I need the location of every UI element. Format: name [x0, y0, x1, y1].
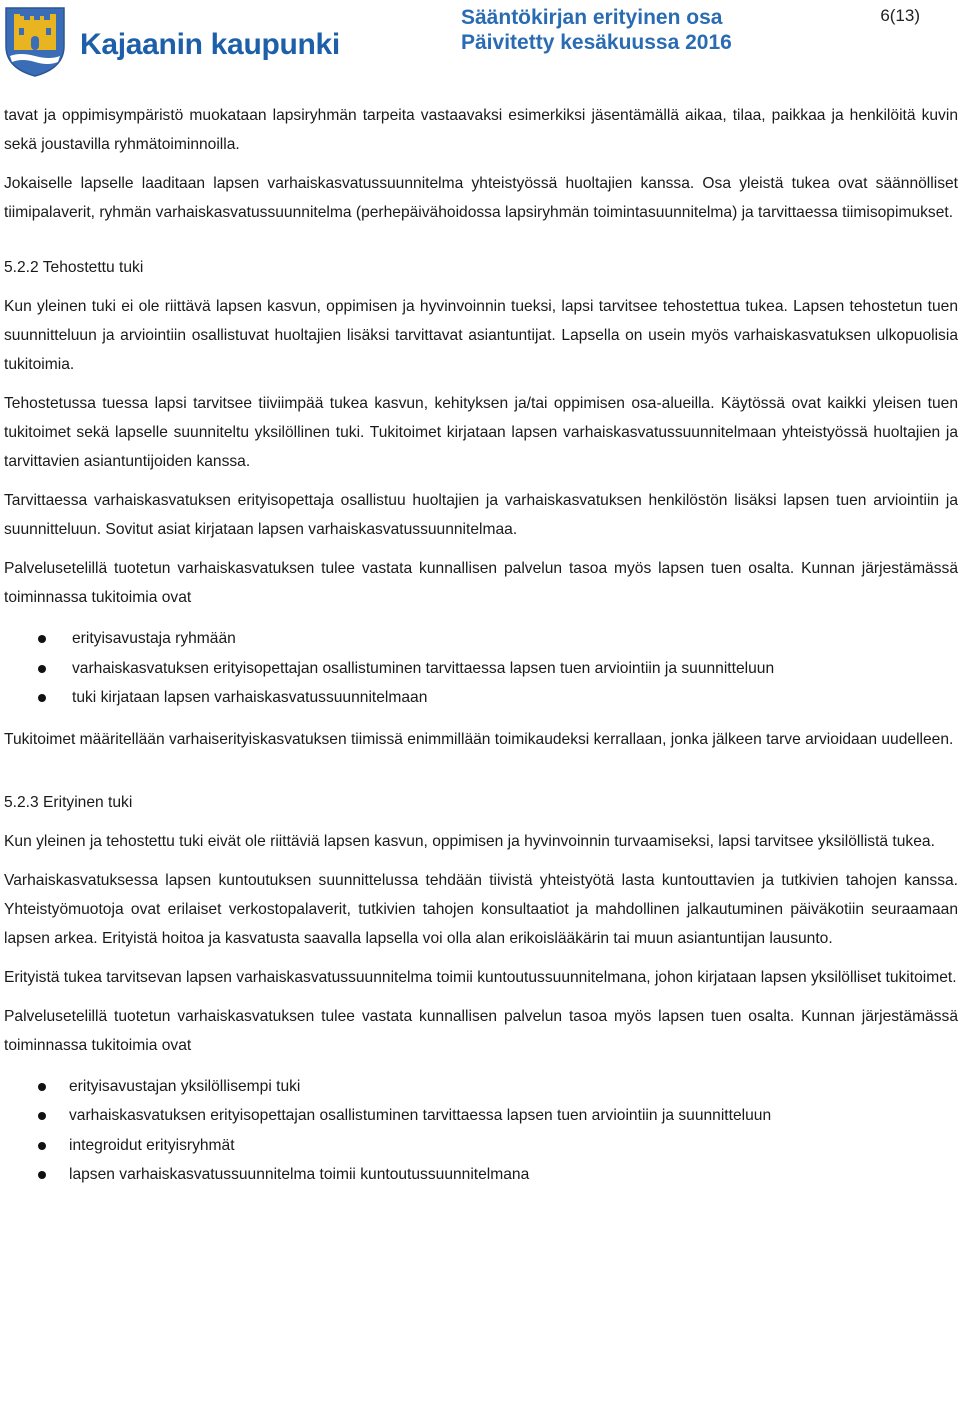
paragraph: tavat ja oppimisympäristö muokataan lapsiryhmän tarpeita vastaavaksi esimerkiksi jäsentämällä aikaa, tilaa, paikkaa ja henkilöitä kuvin sekä joustavilla ryhmätoiminnoilla.	[4, 107, 958, 153]
list-item	[4, 1101, 958, 1131]
list-item-text: tuki kirjataan lapsen varhaiskasvatussuunnitelmaan	[72, 689, 428, 706]
list-item-text: varhaiskasvatuksen erityisopettajan osallistuminen tarvittaessa lapsen tuen arviointiin ja suunnitteluun	[72, 659, 775, 677]
document-title: Sääntökirjan erityinen osa	[461, 6, 723, 29]
paragraph: Tukitoimet määritellään varhaiserityiskasvatuksen tiimissä enimmillään toimikaudeksi kerrallaan, jonka jälkeen tarve arvioidaan uudelleen.	[4, 730, 954, 748]
paragraph: Tehostetussa tuessa lapsi tarvitsee tiiviimpää tukea kasvun, kehityksen ja/tai oppimisen osa-alueilla. Käytössä ovat kaikki yleisen tuen tukitoimet sekä lapselle suunniteltu yksilöllinen tuki. Tukitoimet kirjataan lapsen varhaiskasvatussuunnitelmaan yhteistyössä huoltajien ja tarvittavien asiantuntijoiden kanssa.	[4, 395, 958, 470]
list-item	[4, 683, 958, 713]
page-number: 6(13)	[880, 6, 920, 25]
paragraph: Kun yleinen ja tehostettu tuki eivät ole riittäviä lapsen kasvun, oppimisen ja hyvinvoinnin turvaamiseksi, lapsi tarvitsee yksilöllistä tukea.	[4, 832, 935, 850]
city-logo	[4, 6, 354, 78]
paragraph: Jokaiselle lapselle laaditaan lapsen varhaiskasvatussuunnitelma yhteistyössä huoltajien kanssa. Osa yleistä tukea ovat säännölliset tiimipalaverit, ryhmän varhaiskasvatussuunnitelma (perhepäivähoidossa lapsiryhmän toimintasuunnitelma) ja tarvittaessa tiimisopimukset.	[4, 175, 958, 221]
bullet-icon	[38, 694, 46, 702]
bullet-list	[4, 624, 958, 713]
list-item	[4, 1131, 958, 1161]
list-item-text: integroidut erityisryhmät	[69, 1136, 235, 1154]
bullet-icon	[38, 1142, 46, 1150]
list-item	[4, 654, 958, 684]
bullet-icon	[38, 1083, 46, 1091]
document-body	[4, 101, 958, 1202]
bullet-icon	[38, 1171, 46, 1179]
bullet-list	[4, 1072, 958, 1190]
paragraph: Palvelusetelillä tuotetun varhaiskasvatuksen tulee vastata kunnallisen palvelun tasoa myös lapsen tuen osalta. Kunnan järjestämässä toiminnassa tukitoimia ovat	[4, 1007, 958, 1054]
list-item	[4, 1160, 958, 1190]
paragraph: Tarvittaessa varhaiskasvatuksen erityisopettaja osallistuu huoltajien ja varhaiskasvatuksen henkilöstön lisäksi lapsen tuen arviointiin ja suunnitteluun. Sovitut asiat kirjataan lapsen varhaiskasvatussuunnitelmaa.	[4, 492, 958, 538]
section-heading: 5.2.3 Erityinen tuki	[4, 793, 133, 811]
paragraph: Kun yleinen tuki ei ole riittävä lapsen kasvun, oppimisen ja hyvinvoinnin tueksi, lapsi tarvitsee tehostettua tukea. Lapsen tehostetun tuen suunnitteluun ja arviointiin osallistuvat huoltajien lisäksi tarvittavat asiantuntijat. Lapsella on usein myös varhaiskasvatuksen ulkopuolisia tukitoimia.	[4, 298, 958, 373]
document-meta	[461, 6, 791, 56]
list-item-text: varhaiskasvatuksen erityisopettajan osallistuminen tarvittaessa lapsen tuen arviointiin ja suunnitteluun	[69, 1107, 772, 1124]
page-header	[0, 0, 960, 82]
coat-of-arms-icon	[4, 6, 66, 78]
list-item-text: erityisavustajan yksilöllisempi tuki	[69, 1077, 301, 1095]
bullet-icon	[38, 665, 46, 673]
list-item	[4, 1072, 958, 1102]
list-item	[4, 624, 958, 654]
bullet-icon	[38, 1112, 46, 1120]
document-updated: Päivitetty kesäkuussa 2016	[461, 31, 732, 54]
paragraph: Palvelusetelillä tuotetun varhaiskasvatuksen tulee vastata kunnallisen palvelun tasoa myös lapsen tuen osalta. Kunnan järjestämässä toiminnassa tukitoimia ovat	[4, 560, 958, 606]
bullet-icon	[38, 635, 46, 643]
section-heading: 5.2.2 Tehostettu tuki	[4, 259, 144, 276]
paragraph: Varhaiskasvatuksessa lapsen kuntoutuksen suunnittelussa tehdään tiivistä yhteistyötä lasta kuntouttavien ja tutkivien tahojen kanssa. Yhteistyömuotoja ovat erilaiset verkostopalaverit, tutkivien tahojen konsultaatiot ja mahdollinen jalkautuminen päiväkotiin seuraamaan lapsen arkea. Erityistä hoitoa ja kasvatusta saavalla lapsella voi olla alan erikoislääkärin tai muun asiantuntijan lausunto.	[4, 871, 958, 947]
paragraph: Erityistä tukea tarvitsevan lapsen varhaiskasvatussuunnitelma toimii kuntoutussuunnitelmana, johon kirjataan lapsen yksilölliset tukitoimet.	[4, 968, 957, 986]
list-item-text: lapsen varhaiskasvatussuunnitelma toimii kuntoutussuunnitelmana	[69, 1166, 530, 1183]
list-item-text: erityisavustaja ryhmään	[72, 630, 236, 647]
brand-name: Kajaanin kaupunki	[80, 28, 340, 61]
